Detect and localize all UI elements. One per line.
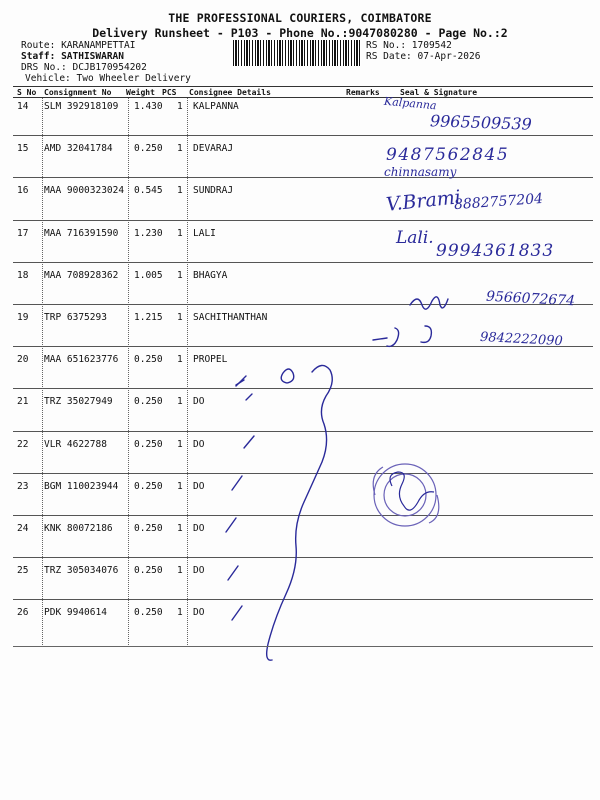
row-weight: 1.430 bbox=[134, 101, 163, 112]
row-weight: 1.215 bbox=[134, 312, 163, 323]
row-consignment: KNK 80072186 bbox=[44, 523, 113, 534]
sig-18-phone: 9566072674 bbox=[485, 288, 576, 310]
row-pcs: 1 bbox=[177, 607, 183, 619]
row-pcs: 1 bbox=[177, 565, 183, 577]
row-weight: 0.250 bbox=[134, 565, 163, 577]
staff-line: Staff: SATHISWARAN bbox=[21, 51, 124, 62]
drs-line: DRS No.: DCJB170954202 bbox=[21, 62, 147, 73]
row-pcs: 1 bbox=[177, 438, 183, 450]
route-value: KARANAMPETTAI bbox=[61, 40, 136, 51]
row-consignee: DO bbox=[193, 523, 205, 534]
col-seal-signature: Seal & Signature bbox=[400, 88, 478, 97]
row-consignee: PROPEL bbox=[193, 354, 228, 366]
large-scribble bbox=[267, 365, 333, 660]
tick-21 bbox=[246, 394, 252, 400]
row-consignee: DO bbox=[193, 607, 205, 619]
seal-stamp bbox=[373, 464, 439, 526]
route-line: Route: KARANAMPETTAI bbox=[21, 40, 136, 51]
col-weight: Weight bbox=[126, 88, 155, 97]
drs-value: DCJB170954202 bbox=[72, 62, 147, 73]
row-consignment: VLR 4622788 bbox=[44, 438, 107, 450]
row-sno: 15 bbox=[17, 143, 29, 155]
row-pcs: 1 bbox=[177, 101, 183, 112]
row-pcs: 1 bbox=[177, 480, 183, 492]
sig-14-phone: 9965509539 bbox=[429, 111, 533, 134]
row-sno: 20 bbox=[17, 354, 29, 366]
tick-25 bbox=[228, 566, 238, 580]
row-weight: 1.005 bbox=[134, 269, 163, 281]
row-consignee: DO bbox=[193, 565, 205, 577]
row-consignee: SACHITHANTHAN bbox=[193, 312, 268, 323]
row-sno: 23 bbox=[17, 480, 29, 492]
row-pcs: 1 bbox=[177, 227, 183, 239]
row-weight: 0.250 bbox=[134, 143, 163, 155]
row-pcs: 1 bbox=[177, 354, 183, 366]
row-consignment: MAA 651623776 bbox=[44, 354, 119, 366]
sig-15-phone: 9487562845 bbox=[386, 145, 510, 165]
row-weight: 1.230 bbox=[134, 227, 163, 239]
row-sno: 14 bbox=[17, 101, 29, 112]
vehicle-line: Vehicle: Two Wheeler Delivery bbox=[25, 73, 191, 84]
row-pcs: 1 bbox=[177, 143, 183, 155]
sig-19-scribble bbox=[410, 297, 448, 309]
row-sno: 19 bbox=[17, 312, 29, 323]
row-weight: 0.545 bbox=[134, 185, 163, 197]
row-pcs: 1 bbox=[177, 312, 183, 323]
rs-no-line: RS No.: 1709542 bbox=[366, 40, 452, 51]
table-bottom-rule bbox=[13, 646, 593, 647]
row-sno: 25 bbox=[17, 565, 29, 577]
rs-no-value: 1709542 bbox=[411, 40, 452, 51]
row-weight: 0.250 bbox=[134, 438, 163, 450]
row-sno: 24 bbox=[17, 523, 29, 534]
tick-24 bbox=[226, 518, 236, 532]
sig-17-name: Lali. bbox=[396, 228, 434, 248]
slash-mark bbox=[236, 380, 244, 385]
row-pcs: 1 bbox=[177, 185, 183, 197]
row-pcs: 1 bbox=[177, 396, 183, 408]
tick-26 bbox=[232, 606, 242, 620]
row-consignee: DO bbox=[193, 480, 205, 492]
col-pcs: PCS bbox=[162, 88, 177, 97]
row-consignment: TRP 6375293 bbox=[44, 312, 107, 323]
row-consignment: TRZ 35027949 bbox=[44, 396, 113, 408]
row-consignment: AMD 32041784 bbox=[44, 143, 113, 155]
row-consignee: DO bbox=[193, 438, 205, 450]
tick-23 bbox=[232, 476, 242, 490]
rs-date-value: 07-Apr-2026 bbox=[417, 51, 481, 62]
row-sno: 22 bbox=[17, 438, 29, 450]
row-consignment: MAA 9000323024 bbox=[44, 185, 125, 197]
row-sno: 21 bbox=[17, 396, 29, 408]
staff-value: SATHISWARAN bbox=[61, 51, 124, 62]
row-consignee: DO bbox=[193, 396, 205, 408]
col-consignment: Consignment No bbox=[44, 88, 112, 97]
sig-14-name: Kalpanna bbox=[383, 94, 438, 113]
col-sno: S No bbox=[17, 88, 37, 97]
row-consignment: TRZ 305034076 bbox=[44, 565, 119, 577]
row-weight: 0.250 bbox=[134, 480, 163, 492]
tick-22 bbox=[244, 436, 254, 448]
row-consignment: SLM 392918109 bbox=[44, 101, 119, 112]
row-pcs: 1 bbox=[177, 523, 183, 534]
sig-17-phone: 9994361833 bbox=[436, 241, 555, 261]
row-weight: 0.250 bbox=[134, 607, 163, 619]
row-sno: 26 bbox=[17, 607, 29, 619]
row-consignment: BGM 110023944 bbox=[44, 480, 119, 492]
col-remarks: Remarks bbox=[346, 88, 380, 97]
row-sno: 16 bbox=[17, 185, 29, 197]
row-consignee: DEVARAJ bbox=[193, 143, 234, 155]
row-consignment: PDK 9940614 bbox=[44, 607, 107, 619]
col-consignee: Consignee Details bbox=[189, 88, 271, 97]
row-consignment: MAA 716391590 bbox=[44, 227, 119, 239]
sig-16-name: V.Brami bbox=[385, 186, 462, 216]
row-weight: 0.250 bbox=[134, 396, 163, 408]
row-consignee: KALPANNA bbox=[193, 101, 239, 112]
row-consignee: SUNDRAJ bbox=[193, 185, 234, 197]
row-sno: 18 bbox=[17, 269, 29, 281]
company-name: THE PROFESSIONAL COURIERS, COIMBATORE bbox=[168, 11, 432, 25]
row-sno: 17 bbox=[17, 227, 29, 239]
rs-date-line: RS Date: 07-Apr-2026 bbox=[366, 51, 481, 62]
sig-20-stroke bbox=[373, 326, 431, 346]
sig-15-name: chinnasamy bbox=[384, 165, 457, 179]
row-weight: 0.250 bbox=[134, 523, 163, 534]
runsheet-title: Delivery Runsheet - P103 - Phone No.:9047080280 - Page No.:2 bbox=[92, 26, 508, 40]
row-consignee: BHAGYA bbox=[193, 269, 228, 281]
vehicle-value: Two Wheeler Delivery bbox=[76, 73, 191, 84]
row-weight: 0.250 bbox=[134, 354, 163, 366]
row-consignment: MAA 708928362 bbox=[44, 269, 119, 281]
sig-19-phone: 9842222090 bbox=[479, 329, 564, 350]
row-pcs: 1 bbox=[177, 269, 183, 281]
sig-16-phone: 8882757204 bbox=[453, 190, 544, 214]
row-consignee: LALI bbox=[193, 227, 216, 239]
